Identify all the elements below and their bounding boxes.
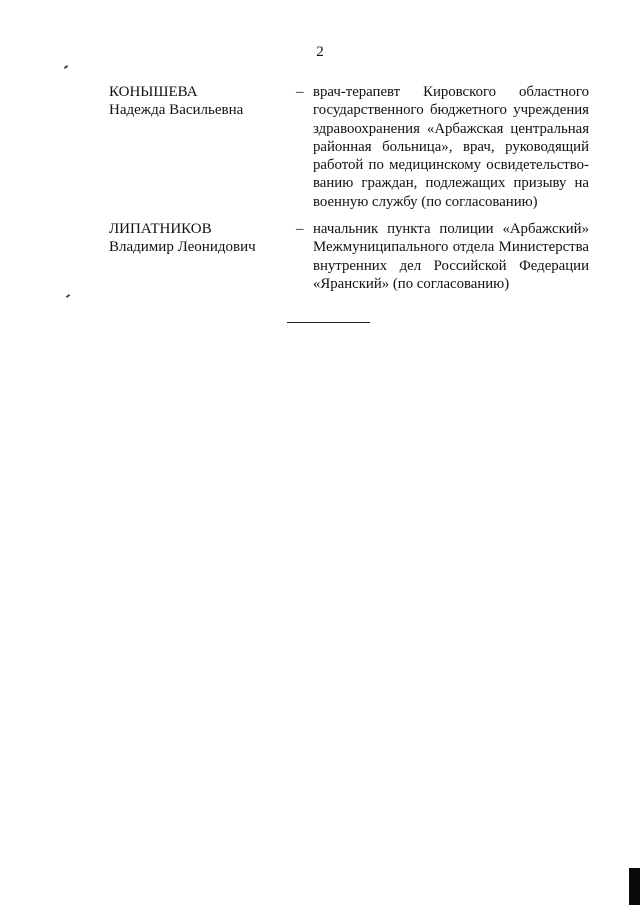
page-number: 2 xyxy=(316,44,324,60)
member-surname: ЛИПАТНИКОВ xyxy=(109,221,212,237)
end-of-list-rule xyxy=(287,322,370,323)
entry-dash: – xyxy=(296,84,304,100)
member-name xyxy=(109,83,284,119)
member-given-names: Владимир Леонидович xyxy=(109,239,256,255)
scan-edge-mark xyxy=(629,868,640,905)
scan-speck xyxy=(66,294,70,298)
member-given-names: Надежда Васильевна xyxy=(109,102,244,118)
scan-speck xyxy=(64,65,68,69)
entry-dash: – xyxy=(296,221,304,237)
member-name xyxy=(109,220,284,256)
member-position-description: врач-терапевт Кировского областного государственного бюджетного учреждения здравоохранения «Арбажская центральная районная больница», врач, руководящий работой по медицинскому освидетельство-ванию граждан, подлежащих призыву на военную службу (по согласованию) xyxy=(313,84,589,210)
member-position-description: начальник пункта полиции «Арбажский» Межмуниципального отдела Министерства внутренних дел Российской Федерации «Яранский» (по согласованию) xyxy=(313,221,589,292)
member-surname: КОНЫШЕВА xyxy=(109,84,198,100)
